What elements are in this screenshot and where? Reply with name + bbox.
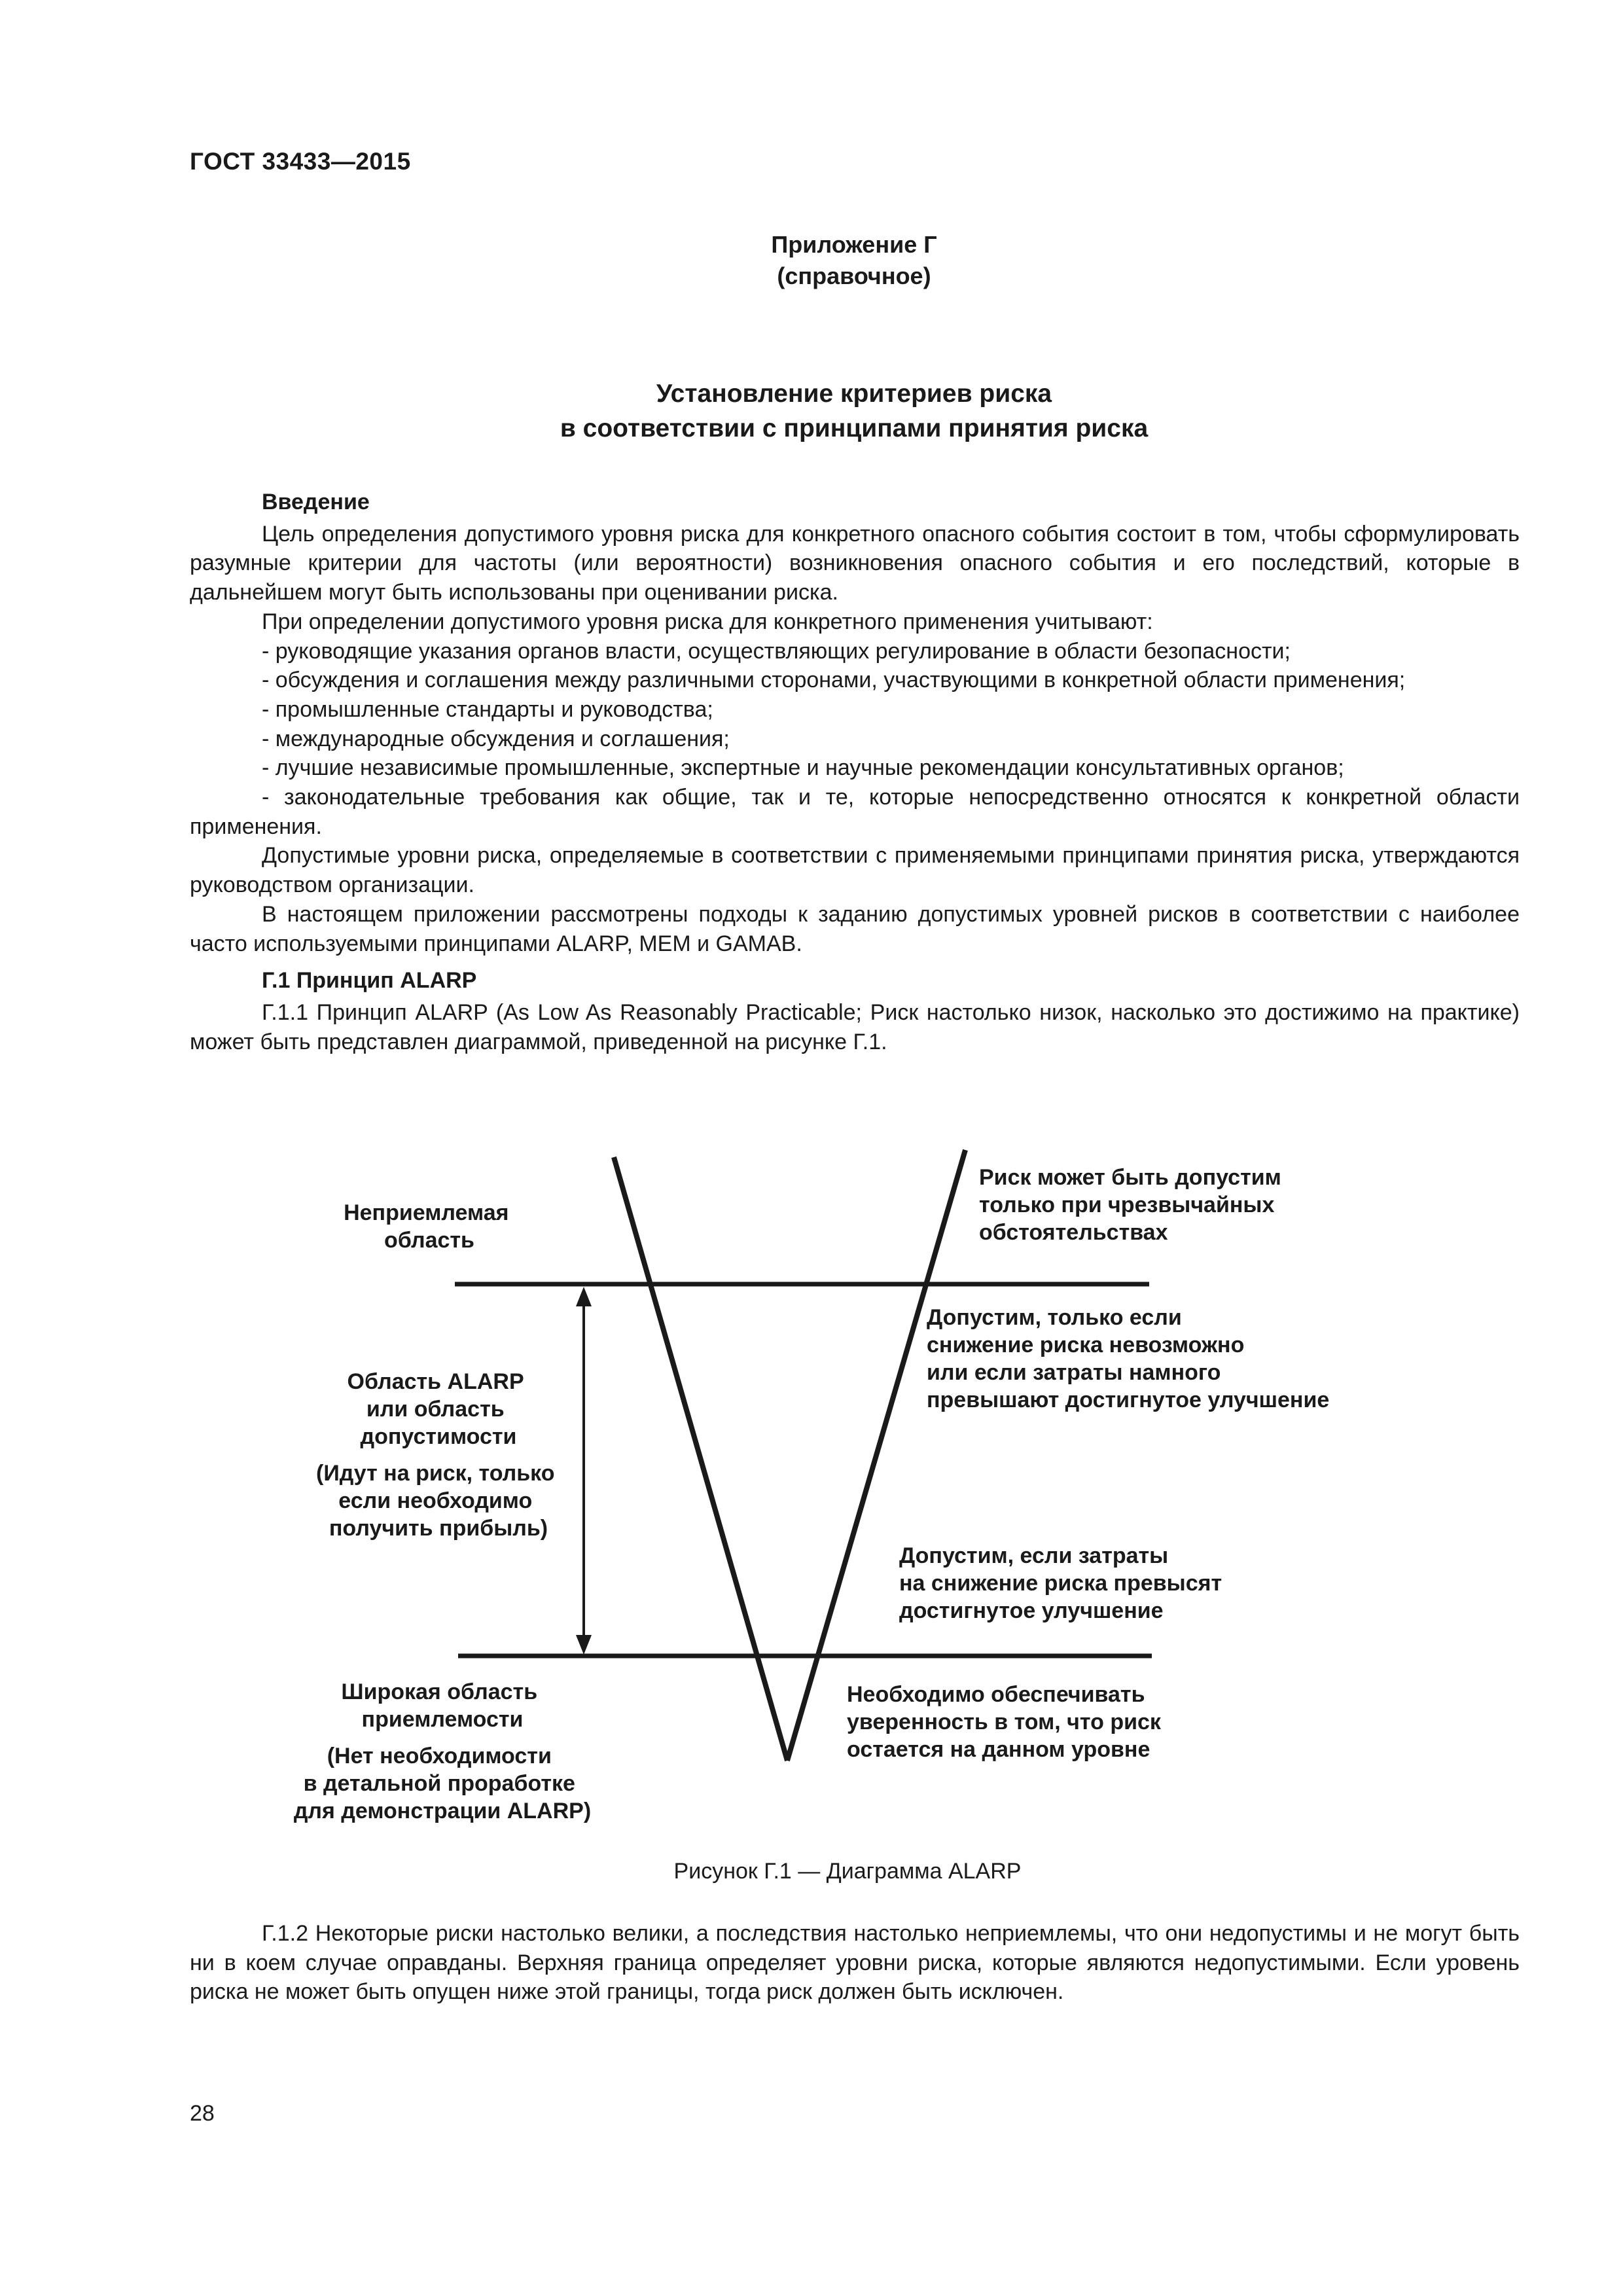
list-item: - законодательные требования как общие, так и те, которые непосредственно относятся к конкретной области применения. — [190, 785, 1520, 839]
appendix-line2: (справочное) — [777, 262, 931, 289]
list-item: - лучшие независимые промышленные, экспертные и научные рекомендации консультативных органов; — [262, 755, 1344, 781]
risk-tolerable-exceptional-label: Риск может быть допустим только при чрезвычайных обстоятельствах — [979, 1165, 1281, 1245]
section-g1-paragraph: Г.1.1 Принцип ALARP (As Low As Reasonably Practicable; Риск настолько низок, насколько это достижимо на практике) может быть представлен диаграммой, приведенной на рисунке Г.1. — [190, 999, 1520, 1054]
intro-paragraph-1: Цель определения допустимого уровня риска для конкретного опасного события состоит в том, чтобы сформулировать разумные критерии для частоты (или вероятности) возникновения опасного события и его последствий, которые в дальнейшем могут быть использованы при оценивании риска. — [190, 521, 1520, 605]
document-standard-header: ГОСТ 33433—2015 — [190, 148, 411, 175]
intro-paragraph-4: В настоящем приложении рассмотрены подходы к заданию допустимых уровней рисков в соответствии с наиболее часто используемыми принципами ALARP, МЕМ и GAMAB. — [190, 901, 1520, 956]
appendix-line1: Приложение Г — [771, 231, 937, 258]
alarp-region-label: Область ALARP или область допустимости — [347, 1369, 524, 1449]
intro-paragraph-3: Допустимые уровни риска, определяемые в соответствии с применяемыми принципами принятия риска, утверждаются руководством организации. — [190, 843, 1520, 898]
page-number: 28 — [190, 2101, 215, 2126]
section-g12-paragraph: Г.1.2 Некоторые риски настолько велики, а последствия настолько неприемлемы, что они недопустимы и не могут быть ни в коем случае оправданы. Верхняя граница определяет уровни риска, которые являются недопустимыми. Если уровень риска не может быть опущен ниже этой границы, тогда риск должен быть исключен. — [190, 1921, 1520, 2005]
list-item: - обсуждения и соглашения между различными сторонами, участвующими в конкретной области применения; — [262, 668, 1406, 693]
arrow-down-head — [576, 1635, 592, 1655]
list-item: - промышленные стандарты и руководства; — [262, 696, 713, 722]
assurance-required-label: Необходимо обеспечивать уверенность в том, что риск остается на данном уровне — [847, 1682, 1161, 1762]
tolerable-if-cost-exceeds-label: Допустим, если затраты на снижение риска превысят достигнутое улучшение — [899, 1543, 1222, 1623]
figure-caption: Рисунок Г.1 — Диаграмма ALARP — [673, 1859, 1022, 1884]
intro-paragraph-2: При определении допустимого уровня риска для конкретного применения учитывают: — [262, 609, 1153, 634]
list-item: - руководящие указания органов власти, осуществляющих регулирование в области безопасности; — [262, 638, 1291, 664]
intro-heading: Введение — [262, 490, 370, 514]
section-g1-heading: Г.1 Принцип ALARP — [262, 968, 477, 994]
broad-acceptance-region-label: Широкая область приемлемости — [341, 1679, 538, 1732]
title-line2: в соответствии с принципами принятия риска — [560, 414, 1149, 442]
list-item: - международные обсуждения и соглашения; — [262, 726, 730, 751]
tolerable-if-impractical-label: Допустим, только если снижение риска невозможно или если затраты намного превышают достигнутое улучшение — [927, 1305, 1330, 1412]
arrow-up-head — [576, 1287, 592, 1306]
v-left-line — [614, 1157, 787, 1761]
unacceptable-region-label: Неприемлемая область — [344, 1200, 509, 1253]
section-g12 — [190, 1919, 1520, 2007]
title-line1: Установление критериев риска — [656, 380, 1052, 408]
v-right-line — [787, 1150, 965, 1761]
broad-acceptance-region-note: (Нет необходимости в детальной проработке для демонстрации ALARP) — [293, 1744, 592, 1823]
alarp-region-note: (Идут на риск, только если необходимо получить прибыль) — [316, 1461, 555, 1541]
